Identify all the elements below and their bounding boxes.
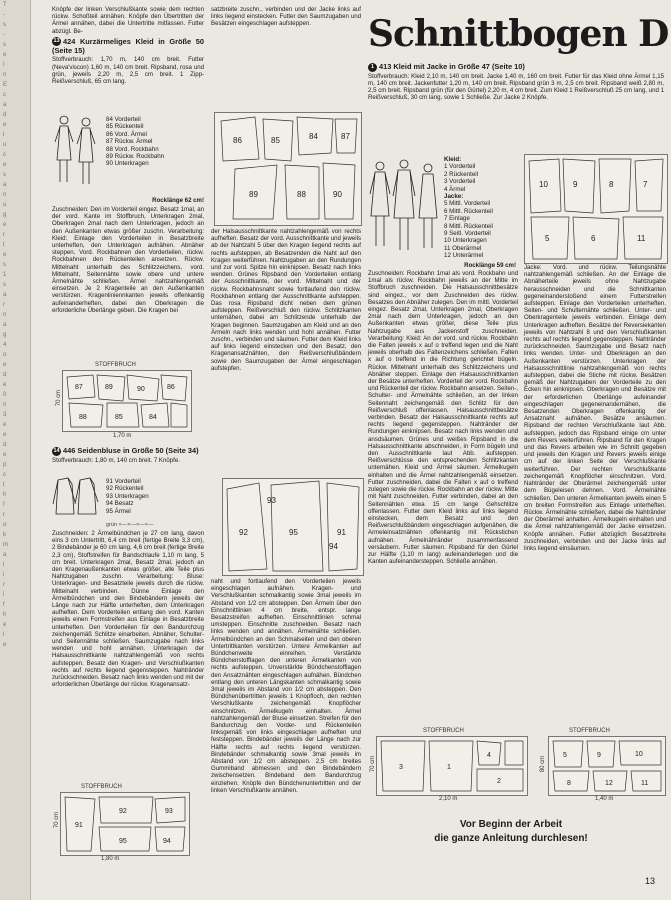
cutting-layout-446 (54, 784, 190, 862)
svg-text:9: 9 (573, 180, 578, 189)
item-413-jacke-instructions: Jacke: Vord. und rückw. Teilungsnähte nahtzahlengemäß schließen. An der Einlage die Abnäherteile jeweils ohne Nahtzugabe herausschneiden und die Schnittkanten gegeneinanderstoßend einem Futterstreifen aufsteppen. Einlage den Vorderteilen unterheften. Seiten- und Schulternähte schließen. Unter- und Oberkragenteile jeweils verbinden. Einlage dem Unterkragen aufheften. Besätze der Reversiekanten jeweils von Nahtzahl 8 und den Verschlußkanten rechts auf rechts liegend gegensteppen. Nahtränder zurückschneiden. Saumzugabe und Besatz nach links wenden. Unter- und Oberkragen an den Außenkanten verstürzen. Unterkragen der Halsausschnittlinie nahtzahlengemäß von rechts aufsteppen, dabei die Stiche mit rückw. Besätzen gemäß der Nahtzugaben der Vorderteile zu den Ecken hin einknipsen. Oberkragen und Besätze mit der erforderlichen Überlänge aufeinander eingeschlagen gegeneinandernähen, die Besatzenden Oberkragen offenkantig der Ansatznaht aufnähen. Besätze ansäumen. Ripsband der rechten Verschlußkante laut Abb. aufsteppen, jedoch das Ripsband einige cm unter dem Revers weiterführen. Ripsband für den Kragen und das Revers arbeiten wie im Schnitt gegeben und jeweils den Kragen und Revers jeweils einige cm auf der linken Seite der Verschlußkante weiterführen. Der rechten Verschlußkante zeichengemäß Knopflöcher einschnitzen. Vord. Nahtränder der Oberärmel zeichengemäß unter dem Bügeleisen dehnen. Vord. Ärmelnähte schließen. Den unteren Ärmelkanten jeweils einen 5 cm breiten Formstreifen aus Einlage unterheften. Rückw. Ärmelnähte schließen, dabei die Nahtränder der Oberärmel anhalten. Ärmelkugeln einhalten und die Ärmel nahtzahlengemäß der Jacke einsetzen. Knöpfe annähen. Futter abzüglich Besatzbreite zuschneiden, verbinden und der Jacke links auf links liegend einsäumen. (524, 264, 666, 552)
layout-pieces (61, 793, 189, 855)
pattern-part-item: 2 Rückenteil (444, 170, 479, 178)
gutter-fragment: o (3, 522, 7, 528)
gutter-fragment: e (3, 642, 7, 648)
pattern-part-item: 9 Seitl. Vorderteil (444, 230, 491, 238)
layout-pieces (377, 737, 527, 795)
gutter-fragment: l (3, 632, 5, 638)
svg-text:89: 89 (105, 384, 113, 391)
svg-text:92: 92 (119, 808, 127, 815)
gutter-fragment: s (3, 282, 6, 288)
gutter-fragment: e (3, 222, 7, 228)
binding-gutter (0, 0, 31, 900)
col2-bottom: naht und fortlaufend den Vorderteilen jeweils eingeschlagen aufnähen. Kragen- und Verschlußkanten schmalkantig sowie 3mal jeweils im Abstand von 1/2 cm absteppen. Den Ärmeln über den Einschnittlinien 4 cm breite, entspr. lange Besatzstreifen aufheften. Einschnittlinien schmal umsteppen. Einschnitte zuschneiden. Besatz nach links wenden und annähen. Ärmelnähte schließen. Ärmelbündchen an den Schmalseiten und den oberen Untertrittkanten verstürzen. Untere Ärmelkanten auf Bündchenweite einreihen. Verstärkte Bündchenstofflagen den unteren Ärmelkanten von rechts aufsteppen. Unverstärkte Bündchenstofflagen den Ansatznähten eingeschlagen aufnähen. Bündchen entlang den unteren Längskanten schmalkantig sowie 3mal jeweils im Abstand von 1/2 cm absteppen. Den Bündchenübertritten jeweils 1 Knopfloch, den rechten Verschlußkante zeichengemäß Knopflöcher einschnitzen. Ärmelkugeln einhalten. Ärmel nahtzahlengemäß der Bluse einsetzen. Streifen für den Bandurchzug den Vorder- und Rückenteilen linksgemäß von links eingeschlagen aufheften und feststeppen. Bindebänder jeweils der Länge nach zur Hälfte rechts auf rechts liegend verstürzen. Bindebänder schmalkantig sowie 3mal jeweils im Abstand von 1/2 cm absteppen. 2,5 cm breites Gummiband abmessen und den Bindebändern zwischensetzen. Bindeband dem Bandurchzug einziehen. Knöpfe den Bündchenuntertritten und der linken Verschlußkante annähen. (211, 578, 361, 794)
gutter-fragment: r (3, 302, 5, 308)
gutter-fragment: I (3, 62, 5, 68)
gutter-fragment: e (3, 622, 7, 628)
pattern-part-item: 11 Oberärmel (444, 244, 482, 252)
svg-text:11: 11 (641, 780, 649, 787)
pattern-446-pieces (222, 478, 364, 576)
svg-text:12: 12 (605, 780, 613, 787)
pattern-part-item: 94 Besatz (106, 500, 134, 508)
pattern-part-item: 1 Vorderteil (444, 163, 476, 171)
svg-text:2: 2 (497, 778, 501, 785)
col2-intro: satzbreite zuschn., verbinden und der Jacke links auf links liegend einstecken. Futter den Saumzugaben und Besätzen eingeschlagen aufsteppen. (211, 6, 361, 28)
gutter-fragment: 1 (3, 272, 7, 278)
layout-width: 1,40 m (595, 796, 614, 802)
notice-box (386, 818, 636, 846)
pattern-part-item: 4 Ärmel (444, 185, 466, 193)
svg-text:90: 90 (333, 190, 342, 199)
pattern-part-item: 88 Vord. Rockbahn (106, 145, 159, 153)
pattern-part-item: 92 Rückenteil (106, 485, 144, 493)
pattern-part-item: 89 Rückw. Rockbahn (106, 153, 165, 161)
column-1 (52, 6, 204, 87)
gutter-fragment: p (3, 462, 7, 468)
gutter-fragment: h (3, 492, 7, 498)
stoffbruch-label: STOFFBRUCH (95, 362, 136, 368)
gutter-fragment: e (3, 382, 7, 388)
cutting-layout-413-kleid (370, 728, 528, 802)
item-413-header (368, 60, 664, 103)
column-1-lower (52, 444, 204, 466)
item-446-stoff: Stoffverbrauch: 1,80 m, 140 cm breit. 7 Knöpfe. (52, 456, 180, 464)
gutter-fragment: d (3, 112, 7, 118)
pattern-part-item: 5 Mittl. Vorderteil (444, 200, 491, 208)
jacke-parts (444, 200, 518, 259)
cutting-layout-424 (56, 362, 192, 439)
col2-mid: der Halsausschnittkante nahtzahlengemäß von rechts aufheften. Besatz der vord. Ausschnittkante und jeweils ab der Nahtzahl 5 über den Kragen liegend rechts auf rechts aufsteppen, ab Besatzenden die Naht auf den Kragen weiterführen. Nahtzugaben an den Rundungen und zur vord. Spitze hin einknipsen. Besatz nach links wenden. Grünes Ripsband den Vorderteilen entlang der Ausschnittkante, der vord. Mittelnaht und der rückw. Rockbahnsnaht sowie fortlaufend den rückw. Rockbahnen entlang der Ausschnittkante aufsteppen. Das rosa Ripsband dicht neben dem grünen aufsteppen. Reißverschluß den rückw. Schlitzkanten unternähen, dabei am Schlitzende unterhalb der Kragen beginnen. Saumzugaben am Kleid und an den Ärmeln nach links wenden und hohl annähen. Futter zuschn., verbinden und säumen. Futter dem Kleid links auf links liegend einstecken und den Besatz, den Kragenansatznähten, den Reißverschlußbändern sowie den Saumzugaben der Ärmel eingeschlagen aufstepfen. (211, 228, 361, 372)
svg-text:7: 7 (643, 180, 648, 189)
pattern-part-item: 85 Rückenteil (106, 123, 144, 131)
pattern-part-item: 7 Einlage (444, 215, 470, 223)
layout-height: 70 cm (370, 755, 377, 773)
layout-height: 70 cm (56, 389, 63, 407)
gutter-fragment: n (3, 72, 7, 78)
svg-text:90: 90 (137, 386, 145, 393)
gutter-fragment: o (3, 352, 7, 358)
layout-width: 2,10 m (439, 796, 458, 802)
gutter-fragment: l (3, 562, 5, 568)
gutter-fragment: c (3, 152, 6, 158)
dress-jacket-413-illustration (368, 156, 440, 260)
svg-text:8: 8 (567, 780, 571, 787)
dress-424-illustration (52, 112, 100, 198)
layout-pieces (549, 737, 665, 795)
pattern-part-item: 3 Vorderteil (444, 178, 476, 186)
ribbon-legend-446: grün ×—×—×—×— (106, 522, 154, 528)
gutter-fragment: e (3, 362, 7, 368)
svg-text:85: 85 (271, 136, 280, 145)
svg-text:94: 94 (329, 542, 338, 551)
gutter-fragment: s (3, 22, 6, 28)
svg-text:5: 5 (563, 752, 567, 759)
gutter-fragment: r (3, 232, 5, 238)
gutter-fragment: f (3, 502, 5, 508)
gutter-fragment: s (3, 42, 6, 48)
pattern-part-item: 12 Unterärmel (444, 252, 484, 260)
gutter-fragment: e (3, 252, 7, 258)
page-title: Schnittbogen D (368, 13, 669, 55)
gutter-fragment: d (3, 442, 7, 448)
svg-text:6: 6 (591, 234, 596, 243)
gutter-fragment: d (3, 372, 7, 378)
svg-text:10: 10 (635, 751, 643, 758)
svg-text:4: 4 (487, 752, 491, 759)
gutter-fragment: e (3, 432, 7, 438)
item-424-stoff: Stoffverbrauch: 1,70 m, 140 cm breit. Futter (Neva'viscon) 1,60 m, 140 cm breit. Ripsband, rosa und grün, jeweils 2,20 m, 2,5 cm breit. 1 Zipp-Reißverschluß, 65 cm lang. (52, 56, 204, 85)
item-424-parts (106, 116, 178, 168)
item-number-badge: 13 (53, 38, 60, 45)
svg-text:5: 5 (545, 234, 550, 243)
svg-text:86: 86 (233, 136, 242, 145)
item-number-badge: 1 (368, 63, 377, 72)
item-446-instructions: Zuschneiden: 2 Ärmelbündchen je 27 cm lang, davon eins 3 cm Untertritt, 6,4 cm breit (fertige Breite 3,3 cm), 2 Bindebänder je 60 cm lang, 4,6 cm breit (fertige Breite 2,3 cm), Stoffstreifen für Bandschlaufe 1,10 m lang, 5 cm breit. Unterkragen 2mal, Besatz 2mal, jedoch an den Kragenaußenkanten etwas größer, alle Teile plus Nahtzugaben zuschn. Verarbeitung: Bluse: Unterkragen- und Besatzteile jeweils durch die rückw. Mittelnaht verbinden. Dünne Einlage den Ärmelbündchen und den Bindebändern jeweils der Länge nach zur Hälfte unterheften, dem Unterkragen aufheften. Dem Vorderteilen entlang den vord. Kanten jeweils einen Formstreifen aus Einlage in Besatzbreite unterheften. Den Vorderteilen für den Bandurchzug zeichengemäß Schlitze einarbeiten. Abnäher, Schulter- und Seitennähte schließen. Saumzugabe nach links wenden und hohl annähen. Unterkragen der Halsausschnittkante nahtzahlengemäß von rechts aufsteppen. Besatz den Kragen- und Verschlußkanten rechts auf rechts liegend gegensteppen. Nahtränder zurückschneiden. Besatz nach links wenden und mit der erforderlichen Überlänge der rückw. Kragenansatz- (52, 530, 204, 689)
gutter-fragment: r (3, 512, 5, 518)
gutter-fragment: e (3, 122, 7, 128)
gutter-fragment: a (3, 102, 7, 108)
layout-width: 1,70 m (113, 433, 132, 439)
svg-text:86: 86 (167, 384, 175, 391)
gutter-fragment: a (3, 322, 7, 328)
item-446-heading: 14 446 Seidenbluse in Größe 50 (Seite 34) (53, 446, 199, 455)
svg-text:11: 11 (637, 234, 646, 243)
gutter-fragment: n (3, 192, 7, 198)
gutter-fragment: e (3, 52, 7, 58)
svg-text:84: 84 (149, 414, 157, 421)
item-424-rocklaenge: Rocklänge 62 cm! (152, 197, 204, 204)
pattern-part-item: 84 Vorderteil (106, 116, 141, 123)
svg-text:84: 84 (309, 132, 318, 141)
gutter-fragment: e (3, 422, 7, 428)
svg-text:10: 10 (539, 180, 548, 189)
gutter-fragment: t (3, 482, 5, 488)
gutter-fragment: s (3, 172, 6, 178)
gutter-fragment: E (3, 82, 8, 88)
svg-text:1: 1 (447, 764, 451, 771)
item-424-instructions: Zuschneiden: Den im Vorderteil eingez. Besatz 1mal, an der vord. Kante im Stoffbruch, Unterkragen 2mal, Oberkragen 2mal nach dem Unterkragen, jedoch an den Außenkanten etwas größer zuschn. Verarbeitung: Kleid: Einlage den Vorderteilen in Besatzbreite unterheften, den Unterkragen aufnähen. Abnäher steppen. Vord. Rockbahnen den Vorderteilen, rückw. Rockbahnen den Rückenteilen ansetzen. Rückw. Mittelnaht unterhalb des Schlitzzeichens, vord. Mittelnaht, Seitennähte sowie obere und untere Ärmelnähte schließen. Ärmel nahtzahlengemäß einsetzen. Je 2 Kragenteile an den Außenkanten verstürzen. Kragenliniennkanten jeweils offenkantig aufeinanderheften, dabei den Oberkragen die erforderliche Überlänge geben. Die Kragen bei (52, 206, 204, 314)
svg-text:93: 93 (165, 808, 173, 815)
notice-line-2: die ganze Anleitung durchlesen! (434, 833, 588, 844)
pattern-part-item: 87 Rückw. Ärmel (106, 138, 153, 146)
svg-text:95: 95 (119, 838, 127, 845)
gutter-fragment: i (3, 592, 5, 598)
svg-text:94: 94 (163, 838, 171, 845)
gutter-fragment: e (3, 452, 7, 458)
svg-text:92: 92 (239, 528, 248, 537)
gutter-fragment: a (3, 552, 7, 558)
blouse-446-illustration (52, 474, 100, 518)
notice-line-1: Vor Beginn der Arbeit (459, 819, 563, 830)
gutter-fragment: h (3, 612, 7, 618)
pattern-pieces (525, 155, 667, 263)
layout-pieces (63, 371, 191, 431)
gutter-fragment: m (3, 542, 8, 548)
pattern-part-item: 91 Vorderteil (106, 478, 141, 485)
gutter-fragment: e (3, 162, 7, 168)
stoffbruch-label: STOFFBRUCH (569, 728, 610, 734)
gutter-fragment: - (3, 32, 5, 38)
svg-text:95: 95 (289, 528, 298, 537)
stoffbruch-label: STOFFBRUCH (423, 728, 464, 734)
gutter-fragment: n (3, 402, 7, 408)
gutter-fragment: t (3, 242, 5, 248)
gutter-fragment: i (3, 572, 5, 578)
pattern-part-item: 93 Unterkragen (106, 492, 149, 500)
gutter-fragment: T (3, 2, 7, 8)
svg-text:87: 87 (75, 384, 83, 391)
gutter-fragment: a (3, 182, 7, 188)
item-413-stoff: Stoffverbrauch: Kleid 2,10 m, 140 cm breit. Jacke 1,40 m, 160 cm breit. Futter für das Kleid ohne Ärmel 1,15 m, 140 cm breit. Jackenfutter 1,20 m, 140 cm breit. Ripsband grün 3 m, 2,5 cm breit. Ripsband weiß 2,80 m, 2,5 cm breit. Ripsband grün (für den Gürtel) 2,20 m, 4 cm breit. Zum Kleid 1 Reißverschluß 25 cm lang, und 1 Reißverschluß, 30 cm lang, sowie 1 Schließe. Zur Jacke 2 Knöpfe. (368, 72, 664, 102)
layout-width: 1,80 m (101, 856, 120, 862)
item-413-parts (444, 156, 518, 260)
svg-text:89: 89 (249, 190, 258, 199)
gutter-fragment: g (3, 212, 7, 218)
pattern-pieces (215, 113, 361, 225)
pattern-part-item: 90 Unterkragen (106, 160, 149, 168)
gutter-fragment: 0 (3, 392, 7, 398)
pattern-413-pieces (524, 154, 668, 264)
pattern-part-item: 95 Ärmel (106, 507, 131, 515)
svg-text:87: 87 (341, 132, 350, 141)
svg-text:3: 3 (399, 764, 403, 771)
svg-text:91: 91 (75, 822, 83, 829)
gutter-fragment: r (3, 582, 5, 588)
kleid-parts (444, 163, 518, 193)
layout-height: 70 cm (54, 811, 61, 829)
pattern-pieces (223, 479, 363, 575)
gutter-fragment: - (3, 12, 5, 18)
gutter-fragment: c (3, 472, 6, 478)
pattern-part-item: 6 Mittl. Rückenteil (444, 207, 493, 215)
item-413-rocklaenge: Rocklänge 59 cm! (464, 262, 516, 269)
pattern-part-item: 10 Unterkragen (444, 237, 487, 245)
gutter-fragment: a (3, 292, 7, 298)
col1-intro: Knöpfe der linken Verschlußkante sowie dem rechten rückw. Schoßteil annähen. Knöpfe den Übertritten der Ärmel annähen, dabei die Untertritte mitfassen. Futter abzügl. Be- (52, 6, 204, 35)
page-number: 13 (645, 876, 656, 886)
jacke-label: Jacke: (444, 193, 464, 201)
gutter-fragment: f (3, 602, 5, 608)
svg-text:93: 93 (267, 496, 276, 505)
gutter-fragment: g (3, 332, 7, 338)
layout-height: 80 cm (540, 755, 547, 773)
pattern-424-pieces (214, 112, 362, 226)
gutter-fragment: 3 (3, 412, 7, 418)
gutter-fragment: u (3, 202, 7, 208)
item-446-parts (106, 478, 178, 515)
gutter-fragment: 4 (3, 342, 7, 348)
gutter-fragment: c (3, 92, 6, 98)
svg-text:9: 9 (597, 752, 601, 759)
gutter-fragment: l (3, 132, 5, 138)
gutter-fragment: u (3, 142, 7, 148)
svg-text:8: 8 (609, 180, 614, 189)
item-413-instructions: Zuschneiden: Rockbahn 1mal als vord. Rockbahn und 1mal als rückw. Rockbahn jeweils an der Mitte im Stoffbruch zuschneiden. Die Halsausschnittbesätze sind eingez., vor dem Zuschneiden des rückw. Besatzes den Abnäher zulegen. Den im mittl. Vorderteil eingez. Besatz 2mal, Unterkragen 2mal, Oberkragen 2mal nach dem Unterkragen, jedoch an den Außenkanten etwas größer, diese Teile plus Nahtzugabe aus Jackenstoff zuschneiden. Verarbeitung: Kleid: An der vord. und rückw. Rockbahn die Falten jeweils x auf o treffend legen und die Naht jeweils oberhalb des Faltenzeichens schließen. Falten x auf o treffend in die Richtung gerichtet bügeln. Rückw. Mittelnaht unterhalb des Schlitzzeichens und Abnäher steppen. Einlage den Halsausschnittkanten der Besätze unterheften. Vorderteil der vord. Rockbahn und Rückenteil der rückw. Rockbahn ansetzen. Seiten-, Schulter- und Ärmelnähte schließen, an der linken Seitennaht zeichengemäß den Schlitz für den Reißverschluß offenlassen. Halsausschnittbesätze verbinden. Besatz der Halsausschnittkante rechts auf rechts liegend gegensteppen. Nahtränder der Rundungen einknipsen. Besatz nach links wenden und ansdsäumen. Grünes und weißes Ripsband in die Halsausschnittkante abschneiden, in Form bügeln und den Ausschnittkante laut Abb. aufsteppen. Reißverschlüsse den entsprechenden Schlitzkanten unternähen. Kleid und Ärmel säumen. Ärmelkugeln einhalten und die Ärmel nahtzahlengemäß einsetzen. Futter zuschneiden, dabei die Falten x auf o treffend zulegen sowie die rückw. Rockbahn an der rückw. Mitte mit Naht zuschneiden. Futter verbinden, dabei an den Seitennähten etwa 15 cm lange Gehschlitze offenlassen. Futter dem Kleid links auf links liegend einstecken, dem Besatz und den Reißverschlußbändern eingeschlagen aufgenähen, die Armeleinsatznähten offenkantig mit Rückstichen aufnähen. Ärmelnähränder zusammenfassend versäubern. Futter säumen. Ripsband für den Gürtel zur Hälfte (1,10 m lang) aufeinanderlegen und die Kanten aufeinandersteppen. Schließe annähen. (368, 270, 518, 566)
stoffbruch-label: STOFFBRUCH (81, 784, 122, 790)
kleid-label: Kleid: (444, 156, 462, 163)
gutter-fragment: s (3, 262, 6, 268)
cutting-layout-413-jacke (540, 728, 666, 802)
pattern-part-item: 8 Mittl. Rückenteil (444, 222, 493, 230)
pattern-part-item: 86 Vord. Ärmel (106, 130, 147, 138)
item-number-badge: 14 (53, 447, 60, 454)
svg-text:91: 91 (337, 528, 346, 537)
item-424-heading: 13 424 Kurzärmeliges Kleid in Größe 50 (Seite 15) (52, 36, 204, 56)
item-413-heading: 1 413 Kleid mit Jacke in Größe 47 (Seite 10) (368, 62, 664, 72)
svg-text:85: 85 (115, 414, 123, 421)
svg-text:88: 88 (297, 190, 306, 199)
gutter-fragment: n (3, 312, 7, 318)
svg-text:88: 88 (79, 414, 87, 421)
gutter-fragment: k (3, 532, 6, 538)
